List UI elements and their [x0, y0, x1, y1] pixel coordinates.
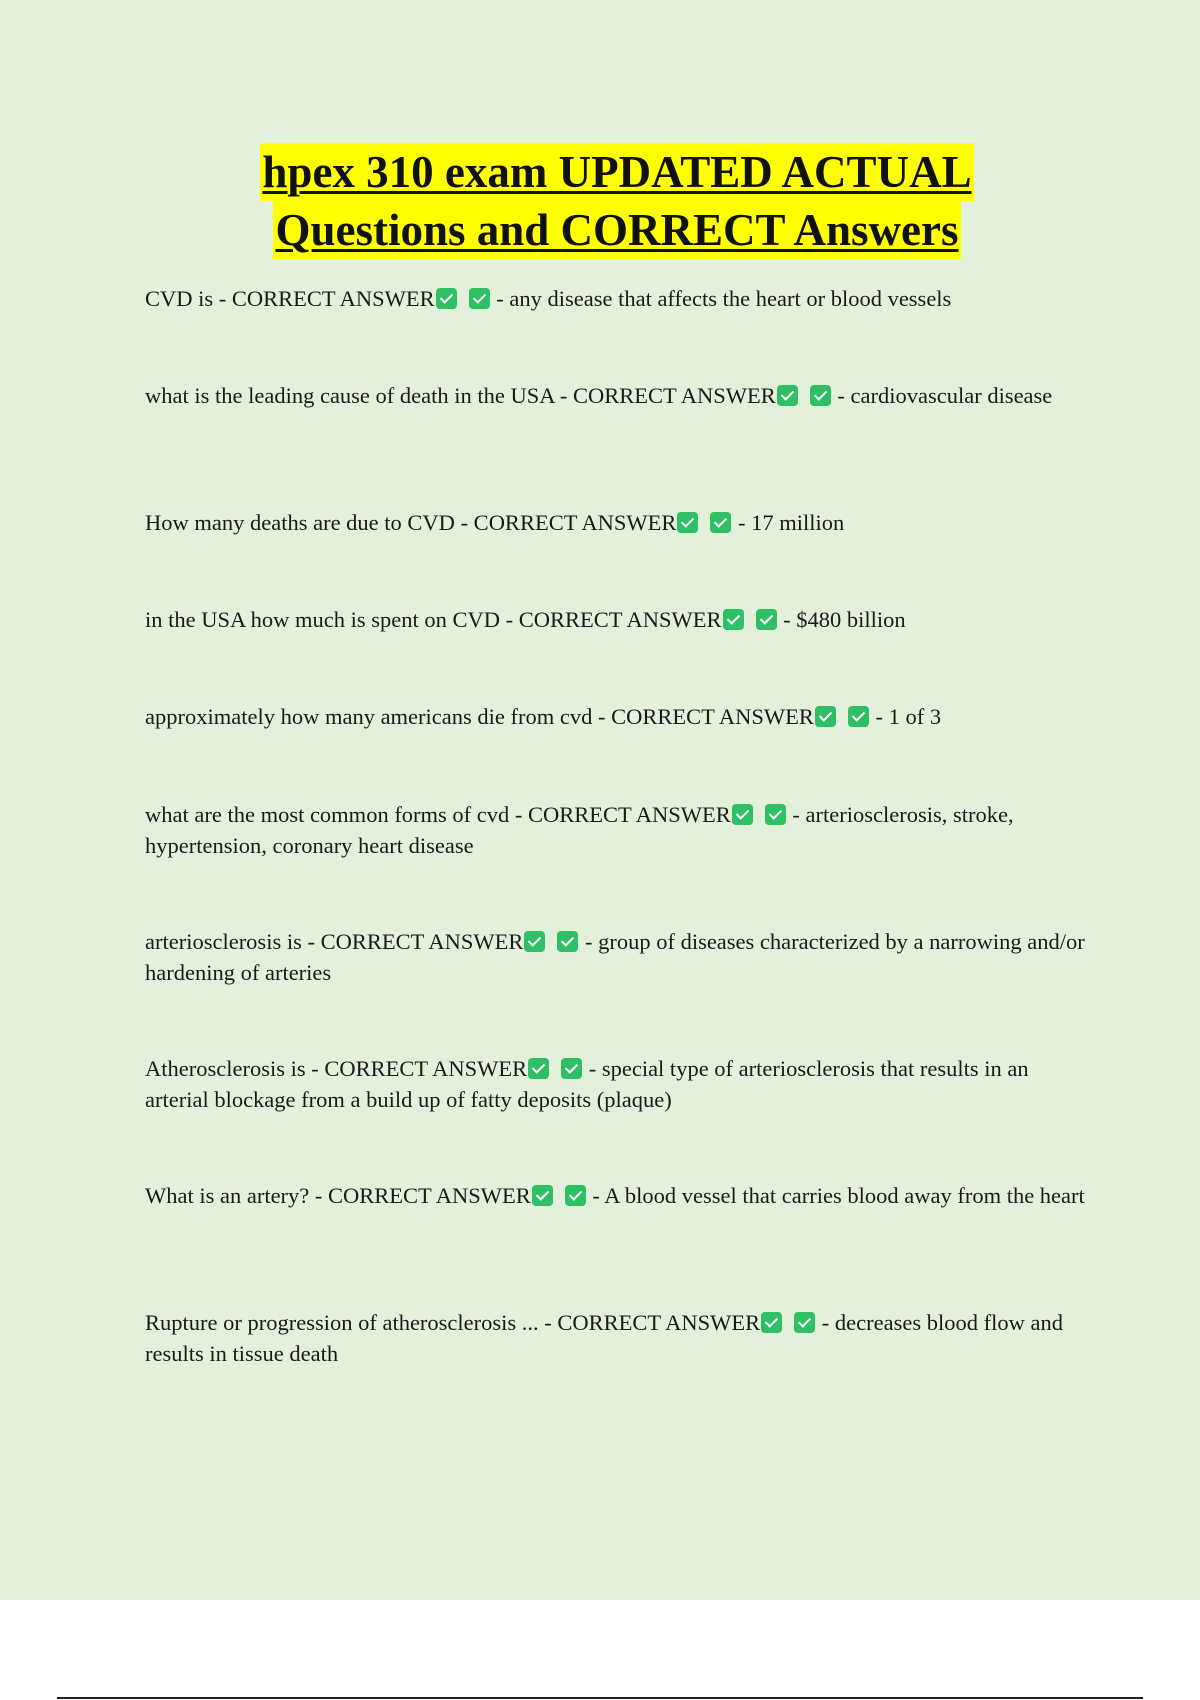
green-check-icon	[810, 385, 831, 406]
question-text: CVD is	[145, 286, 214, 311]
question-text: How many deaths are due to CVD	[145, 510, 455, 535]
correct-answer-marker: - CORRECT ANSWER	[509, 802, 731, 827]
correct-answer-marker: - CORRECT ANSWER	[309, 1183, 531, 1208]
correct-answer-marker: - CORRECT ANSWER	[213, 286, 435, 311]
question-text: what is the leading cause of death in the USA	[145, 383, 555, 408]
correct-answer-marker: - CORRECT ANSWER	[538, 1310, 761, 1335]
green-check-icon	[761, 1312, 782, 1333]
qa-item: Atherosclerosis is - CORRECT ANSWER - special type of arteriosclerosis that results in an arterial blockage from a build up of fatty deposits (plaque)	[145, 1056, 1029, 1112]
green-check-icon	[848, 706, 869, 727]
question-text: Rupture or progression of atherosclerosis ...	[145, 1310, 539, 1335]
green-check-icon	[732, 804, 753, 825]
question-text: Atherosclerosis is	[145, 1056, 306, 1081]
qa-item: CVD is - CORRECT ANSWER - any disease that affects the heart or blood vessels	[145, 286, 952, 311]
question-text: in the USA how much is spent on CVD	[145, 607, 501, 632]
answer-text: decreases blood flow and results in tissue death	[145, 1310, 1063, 1366]
correct-answer-marker: - CORRECT ANSWER	[554, 383, 776, 408]
qa-item: approximately how many americans die from cvd - CORRECT ANSWER - 1 of 3	[145, 704, 942, 729]
green-check-icon	[561, 1058, 582, 1079]
green-check-icon	[557, 931, 578, 952]
question-text: arteriosclerosis is	[145, 929, 302, 954]
green-check-icon	[765, 804, 786, 825]
answer-text: special type of arteriosclerosis that results in an arterial blockage from a build up of fatty deposits (plaque)	[145, 1056, 1029, 1112]
correct-answer-marker: - CORRECT ANSWER	[305, 1056, 528, 1081]
correct-answer-marker: - CORRECT ANSWER	[454, 510, 677, 535]
answer-text: group of diseases characterized by a narrowing and/or hardening of arteries	[145, 929, 1085, 985]
qa-item: arteriosclerosis is - CORRECT ANSWER - group of diseases characterized by a narrowing and/or hardening of arteries	[145, 929, 1085, 985]
answer-text: any disease that affects the heart or blood vessels	[509, 286, 952, 311]
correct-answer-marker: - CORRECT ANSWER	[592, 704, 814, 729]
title-line-2: Questions and CORRECT Answers	[273, 201, 960, 259]
question-text: What is an artery?	[145, 1183, 310, 1208]
qa-item: what are the most common forms of cvd - CORRECT ANSWER - arteriosclerosis, stroke, hypertension, coronary heart disease	[145, 802, 1014, 858]
page-title	[0, 143, 1200, 259]
answer-text: 1 of 3	[888, 704, 942, 729]
green-check-icon	[469, 288, 490, 309]
green-check-icon	[532, 1185, 553, 1206]
qa-item: in the USA how much is spent on CVD - CORRECT ANSWER - $480 billion	[145, 607, 906, 632]
question-text: approximately how many americans die from cvd	[145, 704, 593, 729]
green-check-icon	[677, 512, 698, 533]
green-check-icon	[815, 706, 836, 727]
green-check-icon	[528, 1058, 549, 1079]
green-check-icon	[777, 385, 798, 406]
qa-item: What is an artery? - CORRECT ANSWER - A blood vessel that carries blood away from the heart	[145, 1183, 1085, 1208]
green-check-icon	[565, 1185, 586, 1206]
green-check-icon	[794, 1312, 815, 1333]
correct-answer-marker: - CORRECT ANSWER	[301, 929, 524, 954]
correct-answer-marker: - CORRECT ANSWER	[500, 607, 722, 632]
answer-text: $480 billion	[796, 607, 906, 632]
question-text: what are the most common forms of cvd	[145, 802, 510, 827]
green-check-icon	[710, 512, 731, 533]
answer-text: 17 million	[751, 510, 845, 535]
green-check-icon	[436, 288, 457, 309]
qa-item: How many deaths are due to CVD - CORRECT ANSWER - 17 million	[145, 510, 845, 535]
qa-item: Rupture or progression of atherosclerosis ... - CORRECT ANSWER - decreases blood flow and results in tissue death	[145, 1310, 1063, 1366]
answer-text: A blood vessel that carries blood away from the heart	[604, 1183, 1085, 1208]
answer-text: cardiovascular disease	[850, 383, 1053, 408]
green-check-icon	[723, 609, 744, 630]
green-check-icon	[756, 609, 777, 630]
answer-text: arteriosclerosis, stroke, hypertension, coronary heart disease	[145, 802, 1014, 858]
qa-item: what is the leading cause of death in the USA - CORRECT ANSWER - cardiovascular disease	[145, 383, 1053, 408]
green-check-icon	[524, 931, 545, 952]
footer-divider	[57, 1697, 1143, 1699]
title-line-1: hpex 310 exam UPDATED ACTUAL	[260, 143, 973, 201]
